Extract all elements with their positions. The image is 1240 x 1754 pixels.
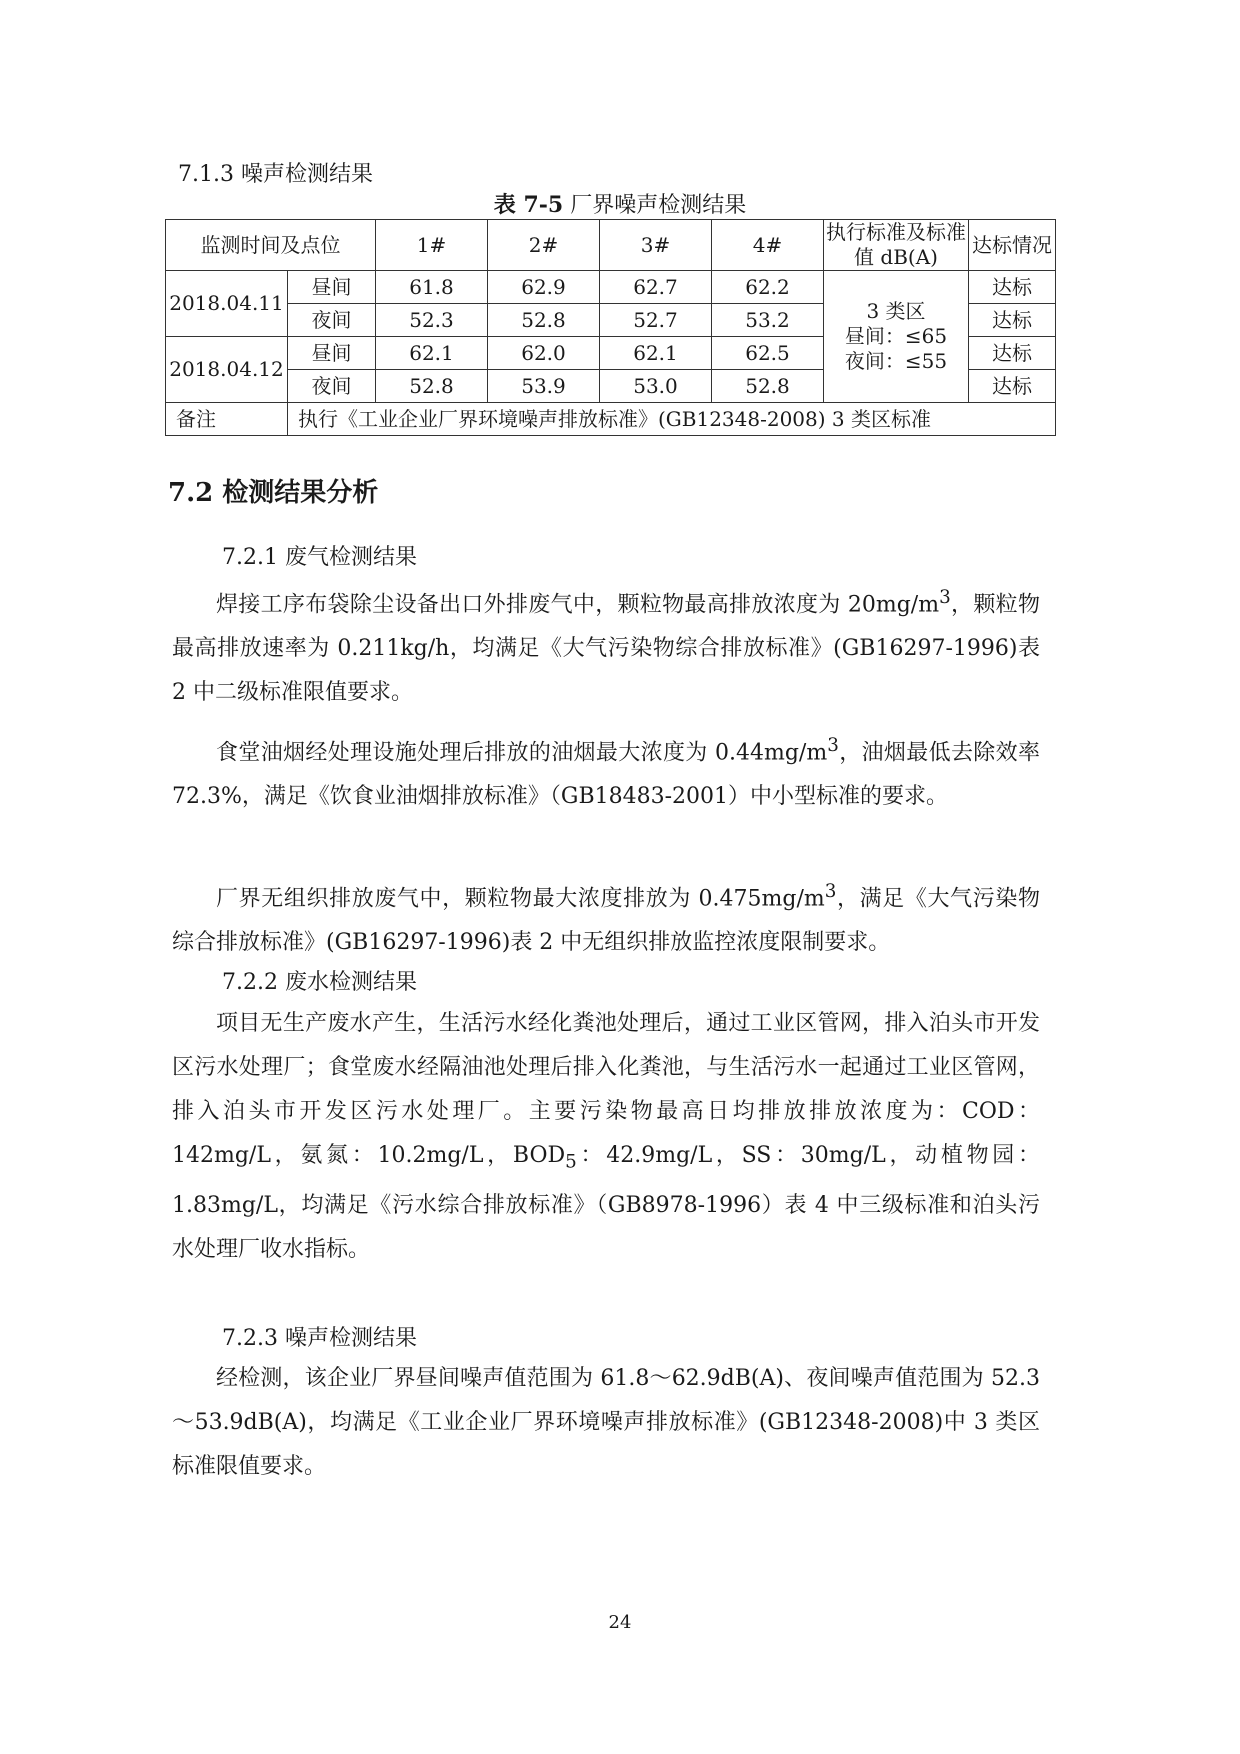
value-cell: 52.7 — [600, 304, 712, 337]
date-cell: 2018.04.12 — [166, 337, 288, 403]
value-cell: 53.2 — [712, 304, 824, 337]
value-cell: 62.1 — [600, 337, 712, 370]
value-cell: 62.5 — [712, 337, 824, 370]
header-time-point: 监测时间及点位 — [166, 220, 376, 271]
paragraph-noise-analysis: 经检测，该企业厂界昼间噪声值范围为 61.8～62.9dB(A)、夜间噪声值范围为 52.3～53.9dB(A)，均满足《工业企业厂界环境噪声排放标准》(GB12348-2008)中 3 类区标准限值要求。 — [172, 1366, 1040, 1479]
value-cell: 52.8 — [712, 370, 824, 403]
period-cell: 昼间 — [288, 271, 376, 304]
value-cell: 62.1 — [376, 337, 488, 370]
paragraph-waste-gas-welding: 焊接工序布袋除尘设备出口外排废气中，颗粒物最高排放浓度为 $20mg/m^3$，颗粒物最高排放速率为 0.211kg/h，均满足《大气污染物综合排放标准》(GB16297-1996)表 2 中二级标准限值要求。 — [172, 587, 1040, 706]
paragraph-fugitive-emission: 厂界无组织排放废气中，颗粒物最大浓度排放为 $0.475mg/m^3$，满足《大气污染物综合排放标准》(GB16297-1996)表 2 中无组织排放监控浓度限制要求。 — [172, 881, 1040, 956]
table-caption — [0, 188, 1240, 219]
table-header-row — [166, 220, 1056, 271]
value-cell: 52.3 — [376, 304, 488, 337]
status-cell: 达标 — [969, 304, 1056, 337]
period-cell: 夜间 — [288, 304, 376, 337]
section-heading-7-2: 7.2 检测结果分析 — [168, 478, 379, 508]
page-number: 24 — [608, 1612, 632, 1633]
table-row — [166, 271, 1056, 304]
header-standard: 执行标准及标准值 dB(A) — [824, 220, 969, 271]
section-heading-7-2-3: 7.2.3 噪声检测结果 — [222, 1326, 417, 1351]
noise-results-table — [165, 219, 1056, 436]
standard-zone: 3 类区 — [866, 299, 926, 323]
section-heading-7-2-2: 7.2.2 废水检测结果 — [222, 970, 417, 995]
status-cell: 达标 — [969, 337, 1056, 370]
header-status: 达标情况 — [969, 220, 1056, 271]
value-cell: 52.8 — [376, 370, 488, 403]
value-cell: 62.2 — [712, 271, 824, 304]
period-cell: 夜间 — [288, 370, 376, 403]
value-cell: 62.7 — [600, 271, 712, 304]
header-point-4: 4# — [712, 220, 824, 271]
value-cell: 52.8 — [488, 304, 600, 337]
section-heading-7-1-3: 7.1.3 噪声检测结果 — [178, 162, 373, 187]
note-label: 备注 — [166, 403, 288, 436]
table-caption-number: 表 7-5 — [493, 192, 564, 218]
standard-night: 夜间：≤55 — [844, 349, 948, 373]
table-caption-text: 厂界噪声检测结果 — [563, 193, 747, 218]
paragraph-wastewater: 项目无生产废水产生，生活污水经化粪池处理后，通过工业区管网，排入泊头市开发区污水处理厂；食堂废水经隔油池处理后排入化粪池，与生活污水一起通过工业区管网，排入泊头市开发区污水处理厂。主要污染物最高日均排放排放浓度为：COD：142mg/L，氨氮：10.2mg/L，$BOD_5$：42.9mg/L，SS：30mg/L，动植物园：1.83mg/L，均满足《污水综合排放标准》（GB8978-1996）表 4 中三级标准和泊头污水处理厂收水指标。 — [172, 1011, 1040, 1263]
period-cell: 昼间 — [288, 337, 376, 370]
value-cell: 62.9 — [488, 271, 600, 304]
value-cell: 61.8 — [376, 271, 488, 304]
header-point-1: 1# — [376, 220, 488, 271]
table-note-row — [166, 403, 1056, 436]
value-cell: 53.9 — [488, 370, 600, 403]
status-cell: 达标 — [969, 271, 1056, 304]
section-heading-7-2-1: 7.2.1 废气检测结果 — [222, 545, 417, 570]
date-cell: 2018.04.11 — [166, 271, 288, 337]
standard-value-cell — [824, 271, 969, 403]
value-cell: 62.0 — [488, 337, 600, 370]
paragraph-cooking-fume: 食堂油烟经处理设施处理后排放的油烟最大浓度为 $0.44mg/m^3$，油烟最低去除效率 72.3%，满足《饮食业油烟排放标准》（GB18483-2001）中小型标准的要求。 — [172, 735, 1040, 810]
standard-day: 昼间：≤65 — [844, 324, 948, 348]
header-point-2: 2# — [488, 220, 600, 271]
value-cell: 53.0 — [600, 370, 712, 403]
status-cell: 达标 — [969, 370, 1056, 403]
note-text: 执行《工业企业厂界环境噪声排放标准》(GB12348-2008) 3 类区标准 — [288, 403, 1056, 436]
header-point-3: 3# — [600, 220, 712, 271]
